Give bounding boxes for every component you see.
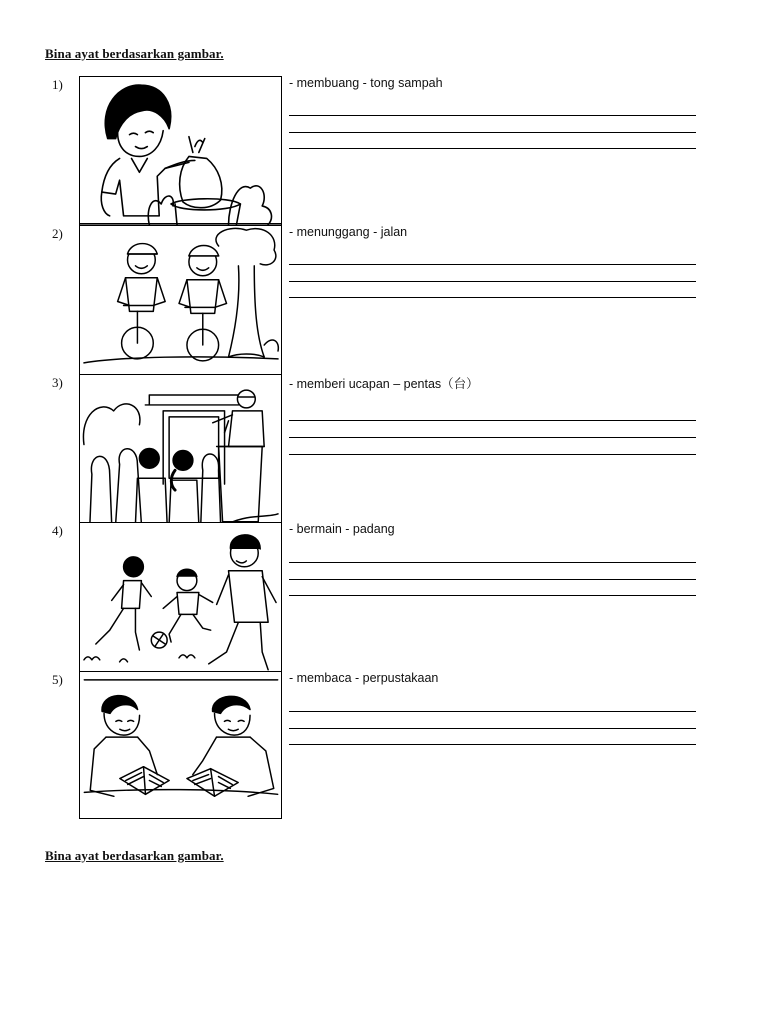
- teacher-giving-speech-illustration: [79, 374, 282, 523]
- question-number: 1): [52, 77, 63, 92]
- writing-line[interactable]: [289, 711, 696, 712]
- writing-line[interactable]: [289, 437, 696, 438]
- question-number: 3): [52, 375, 63, 390]
- boys-riding-bicycles-illustration: [79, 225, 282, 374]
- girl-throwing-rubbish-illustration: [79, 76, 282, 225]
- question-prompt: - bermain - padang: [289, 522, 395, 536]
- writing-line[interactable]: [289, 420, 696, 421]
- writing-line[interactable]: [289, 562, 696, 563]
- question-number: 2): [52, 226, 63, 241]
- writing-line[interactable]: [289, 595, 696, 596]
- writing-line[interactable]: [289, 728, 696, 729]
- writing-line[interactable]: [289, 281, 696, 282]
- writing-line[interactable]: [289, 148, 696, 149]
- writing-line[interactable]: [289, 744, 696, 745]
- writing-line[interactable]: [289, 115, 696, 116]
- writing-line[interactable]: [289, 264, 696, 265]
- writing-line[interactable]: [289, 579, 696, 580]
- question-prompt: - menunggang - jalan: [289, 225, 408, 239]
- writing-line[interactable]: [289, 132, 696, 133]
- question-number: 4): [52, 523, 63, 538]
- question-prompt: - membuang - tong sampah: [289, 76, 443, 90]
- question-prompt: - memberi ucapan – pentas（台）: [289, 377, 479, 391]
- writing-line[interactable]: [289, 297, 696, 298]
- writing-line[interactable]: [289, 454, 696, 455]
- boys-playing-football-illustration: [79, 522, 282, 671]
- question-number: 5): [52, 672, 63, 687]
- instruction-heading: Bina ayat berdasarkan gambar.: [45, 848, 224, 863]
- question-prompt: - membaca - perpustakaan: [289, 671, 439, 685]
- instruction-heading: Bina ayat berdasarkan gambar.: [45, 46, 224, 61]
- boys-reading-books-illustration: [79, 671, 282, 819]
